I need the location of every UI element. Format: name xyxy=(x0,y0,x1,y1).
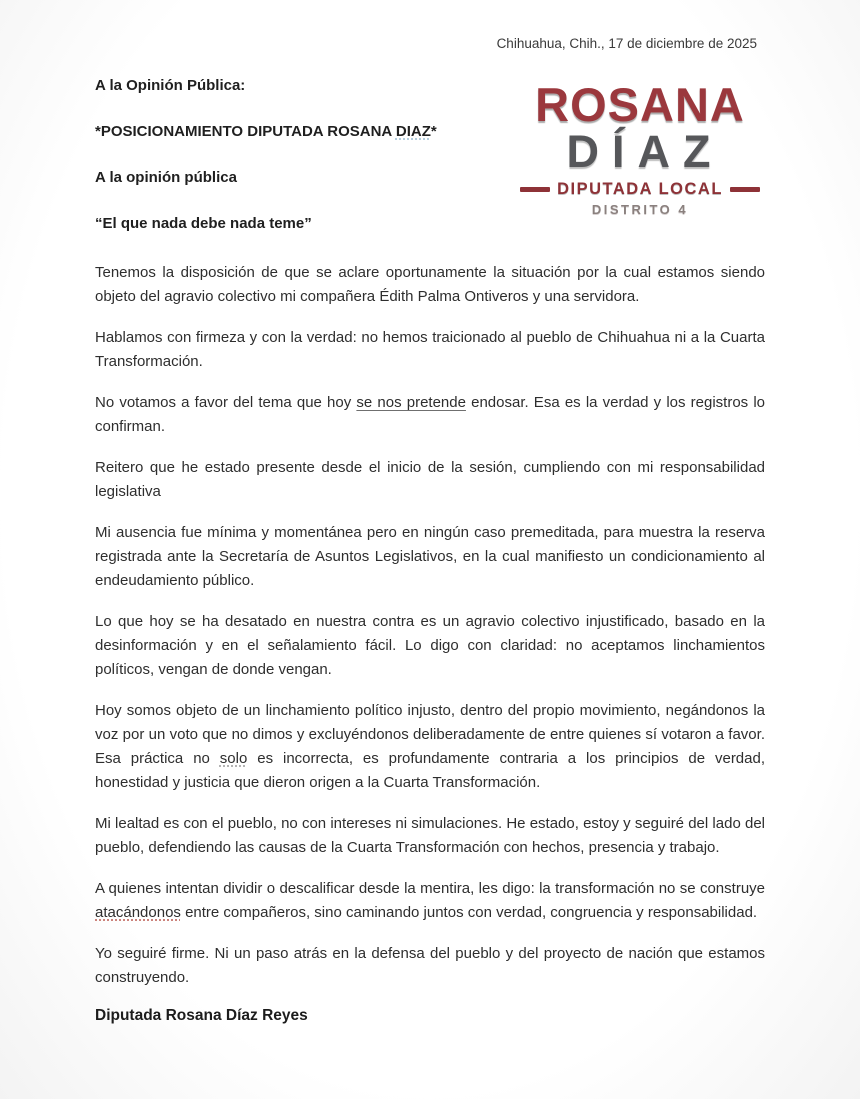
rosana-diaz-logo xyxy=(512,78,768,217)
paragraph-1: Tenemos la disposición de que se aclare oportunamente la situación por la cual estamos siendo objeto del agravio colectivo mi compañera Édith Palma Ontiveros y una servidora. xyxy=(95,264,765,305)
logo-district-label: DISTRITO 4 xyxy=(591,202,689,217)
banner-dash-right-icon xyxy=(730,187,760,192)
title-text-underlined: DIAZ xyxy=(395,123,431,140)
statement-body xyxy=(95,261,765,990)
paragraph-9-underlined: atacándonos xyxy=(95,904,181,921)
logo-role-label: DIPUTADA LOCAL xyxy=(557,180,723,198)
paragraph-5: Mi ausencia fue mínima y momentánea pero en ningún caso premeditada, para muestra la reserva registrada ante la Secretaría de Asuntos Legislativos, en la cual manifiesto un condicionamiento al endeudamiento público. xyxy=(95,524,765,589)
document-headings xyxy=(95,77,535,233)
dateline: Chihuahua, Chih., 17 de diciembre de 2025 xyxy=(496,36,757,51)
title-text-pre: *POSICIONAMIENTO DIPUTADA ROSANA xyxy=(95,123,396,140)
paragraph-7-pre: Hoy somos objeto de un linchamiento político injusto, dentro del propio movimiento, negándonos la voz por un voto que no dimos y excluyéndonos deliberadamente de entre quienes sí votaron a favor. Esa práctica no xyxy=(95,702,765,767)
logo-name-diaz: DÍAZ xyxy=(566,126,724,177)
paragraph-7-underlined: solo xyxy=(219,750,248,767)
paragraph-9-post: entre compañeros, sino caminando juntos con verdad, congruencia y responsabilidad. xyxy=(180,904,758,921)
logo-name-rosana: ROSANA xyxy=(535,78,745,131)
salutation-heading: A la Opinión Pública: xyxy=(95,77,246,94)
paragraph-4: Reitero que he estado presente desde el inicio de la sesión, cumpliendo con mi responsabilidad legislativa xyxy=(95,459,765,500)
paragraph-3-underlined: se nos pretende xyxy=(356,394,466,411)
paragraph-7-post: es incorrecta, es profundamente contraria a los principios de verdad, honestidad y justicia que dieron origen a la Cuarta Transformación. xyxy=(95,750,766,791)
statement-title-heading xyxy=(95,123,535,141)
banner-dash-left-icon xyxy=(520,187,550,192)
paragraph-2: Hablamos con firmeza y con la verdad: no hemos traicionado al pueblo de Chihuahua ni a la Cuarta Transformación. xyxy=(95,329,765,370)
signature-line: Diputada Rosana Díaz Reyes xyxy=(95,1007,308,1024)
paragraph-3-pre: No votamos a favor del tema que hoy xyxy=(95,394,357,411)
paragraph-9 xyxy=(95,877,765,925)
quote-heading: “El que nada debe nada teme” xyxy=(95,215,312,232)
paragraph-7 xyxy=(95,699,765,795)
title-text-post: * xyxy=(430,123,437,140)
paragraph-10: Yo seguiré firme. Ni un paso atrás en la defensa del pueblo y del proyecto de nación que estamos construyendo. xyxy=(95,945,765,986)
paragraph-3 xyxy=(95,391,765,439)
paragraph-3-post: endosar. Esa es la verdad y los registros lo confirman. xyxy=(95,394,765,435)
paragraph-9-pre: A quienes intentan dividir o descalificar desde la mentira, les digo: la transformación no se construye xyxy=(95,880,765,897)
logo-role-banner xyxy=(512,180,768,199)
paragraph-6: Lo que hoy se ha desatado en nuestra contra es un agravio colectivo injustificado, basado en la desinformación y en el señalamiento fácil. Lo digo con claridad: no aceptamos linchamientos políticos, vengan de donde vengan. xyxy=(95,613,765,678)
subsalutation-heading: A la opinión pública xyxy=(95,169,237,186)
paragraph-8: Mi lealtad es con el pueblo, no con intereses ni simulaciones. He estado, estoy y seguiré del lado del pueblo, defendiendo las causas de la Cuarta Transformación con hechos, presencia y trabajo. xyxy=(95,815,765,856)
